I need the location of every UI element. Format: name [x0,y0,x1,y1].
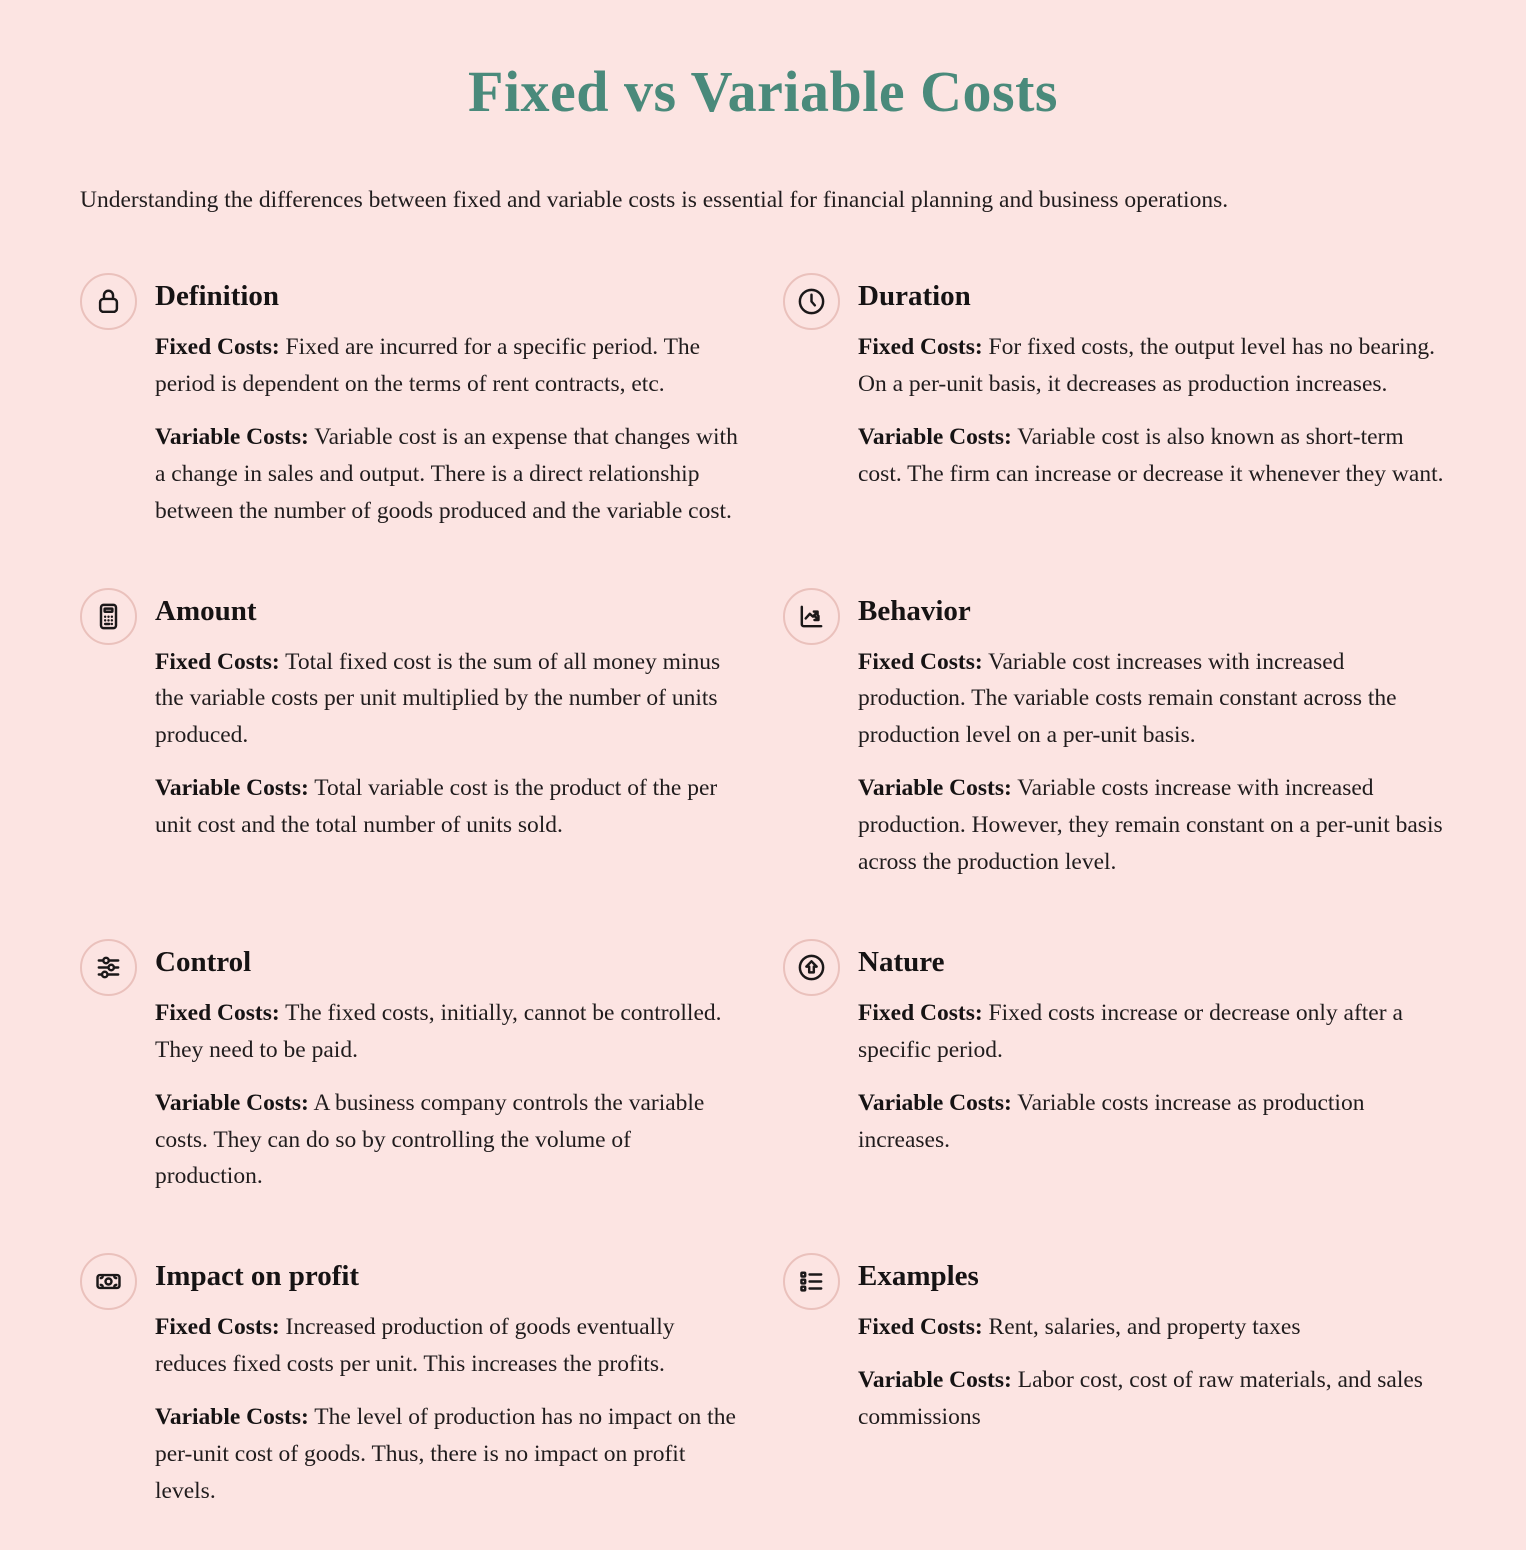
fixed-costs-text: For fixed costs, the output level has no bearing. On a per-unit basis, it decreases as production increases. [858,334,1435,397]
list-icon [783,1253,840,1310]
section-card [80,588,743,881]
variable-costs-text: Variable costs increase as production increases. [858,1089,1365,1153]
fixed-costs-text: Total fixed cost is the sum of all money minus the variable costs per unit multiplied by the number of units produced. [155,648,721,749]
section-title: Nature [858,945,945,978]
fixed-costs-paragraph [858,644,1446,755]
fixed-costs-label: Fixed Costs: [155,999,280,1026]
variable-costs-paragraph [858,419,1446,493]
fixed-costs-paragraph [858,329,1446,403]
variable-costs-text: Variable costs increase with increased production. However, they remain constant on a per-unit basis across the production level. [858,775,1443,875]
fixed-costs-text: Fixed are incurred for a specific period. The period is dependent on the terms of rent contracts, etc. [155,334,701,397]
section-title: Duration [858,280,971,313]
arrow-up-circle-icon [783,939,840,996]
variable-costs-paragraph [858,1085,1446,1159]
calculator-icon [80,588,137,645]
variable-costs-label: Variable Costs: [155,1089,309,1116]
variable-costs-label: Variable Costs: [155,423,309,450]
banknote-icon [80,1253,137,1310]
fixed-costs-label: Fixed Costs: [858,999,983,1026]
fixed-costs-text: Fixed costs increase or decrease only after a specific period. [858,999,1403,1063]
variable-costs-label: Variable Costs: [858,775,1012,802]
variable-costs-text: Total variable cost is the product of the per unit cost and the total number of units sold. [155,775,718,839]
variable-costs-text: Variable cost is also known as short-term cost. The firm can increase or decrease it whenever they want. [858,423,1444,487]
fixed-costs-label: Fixed Costs: [155,648,280,675]
fixed-costs-paragraph [155,644,743,755]
variable-costs-text: The level of production has no impact on the per-unit cost of goods. Thus, there is no impact on profit levels. [155,1404,736,1504]
fixed-costs-paragraph [155,995,743,1069]
intro-text: Understanding the differences between fixed and variable costs is essential for financial planning and business operations. [80,187,1229,213]
variable-costs-label: Variable Costs: [858,1367,1012,1394]
fixed-costs-text: The fixed costs, initially, cannot be controlled. They need to be paid. [155,999,722,1063]
section-title: Control [155,945,252,978]
section-card [80,1253,743,1509]
variable-costs-paragraph [155,419,743,530]
fixed-costs-label: Fixed Costs: [858,1314,983,1341]
section-card [783,273,1446,529]
variable-costs-paragraph [155,1085,743,1196]
section-card [80,273,743,529]
section-title: Definition [155,280,280,313]
page-title: Fixed vs Variable Costs [468,59,1058,124]
section-card [783,588,1446,881]
section-card [783,1253,1446,1509]
variable-costs-paragraph [155,1399,743,1510]
fixed-costs-paragraph [858,1309,1446,1346]
section-card [80,939,743,1195]
clock-icon [783,273,840,330]
variable-costs-text: Labor cost, cost of raw materials, and sales commissions [858,1367,1423,1431]
variable-costs-label: Variable Costs: [858,423,1012,450]
fixed-costs-paragraph [858,995,1446,1069]
lock-icon [80,273,137,330]
variable-costs-paragraph [155,770,743,844]
fixed-costs-label: Fixed Costs: [155,334,280,361]
variable-costs-label: Variable Costs: [155,775,309,802]
trend-chart-icon [783,588,840,645]
section-title: Impact on profit [155,1260,360,1293]
fixed-costs-text: Rent, salaries, and property taxes [988,1314,1301,1341]
fixed-costs-paragraph [155,329,743,403]
fixed-costs-label: Fixed Costs: [858,648,983,675]
section-title: Examples [858,1260,979,1293]
variable-costs-text: A business company controls the variable costs. They can do so by controlling the volume of production. [155,1089,705,1190]
section-title: Behavior [858,594,971,627]
variable-costs-paragraph [858,1362,1446,1436]
variable-costs-label: Variable Costs: [858,1089,1012,1116]
section-title: Amount [155,594,257,627]
variable-costs-text: Variable cost is an expense that changes with a change in sales and output. There is a direct relationship between the number of goods produced and the variable cost. [155,423,738,524]
variable-costs-label: Variable Costs: [155,1404,309,1431]
variable-costs-paragraph [858,770,1446,881]
fixed-costs-text: Increased production of goods eventually reduces fixed costs per unit. This increases the profits. [155,1314,675,1378]
sliders-icon [80,939,137,996]
sections-grid [80,273,1446,1510]
fixed-costs-text: Variable cost increases with increased production. The variable costs remain constant across the production level on a per-unit basis. [858,648,1397,749]
fixed-costs-label: Fixed Costs: [155,1314,280,1341]
fixed-costs-label: Fixed Costs: [858,334,983,361]
fixed-costs-paragraph [155,1309,743,1383]
section-card [783,939,1446,1195]
